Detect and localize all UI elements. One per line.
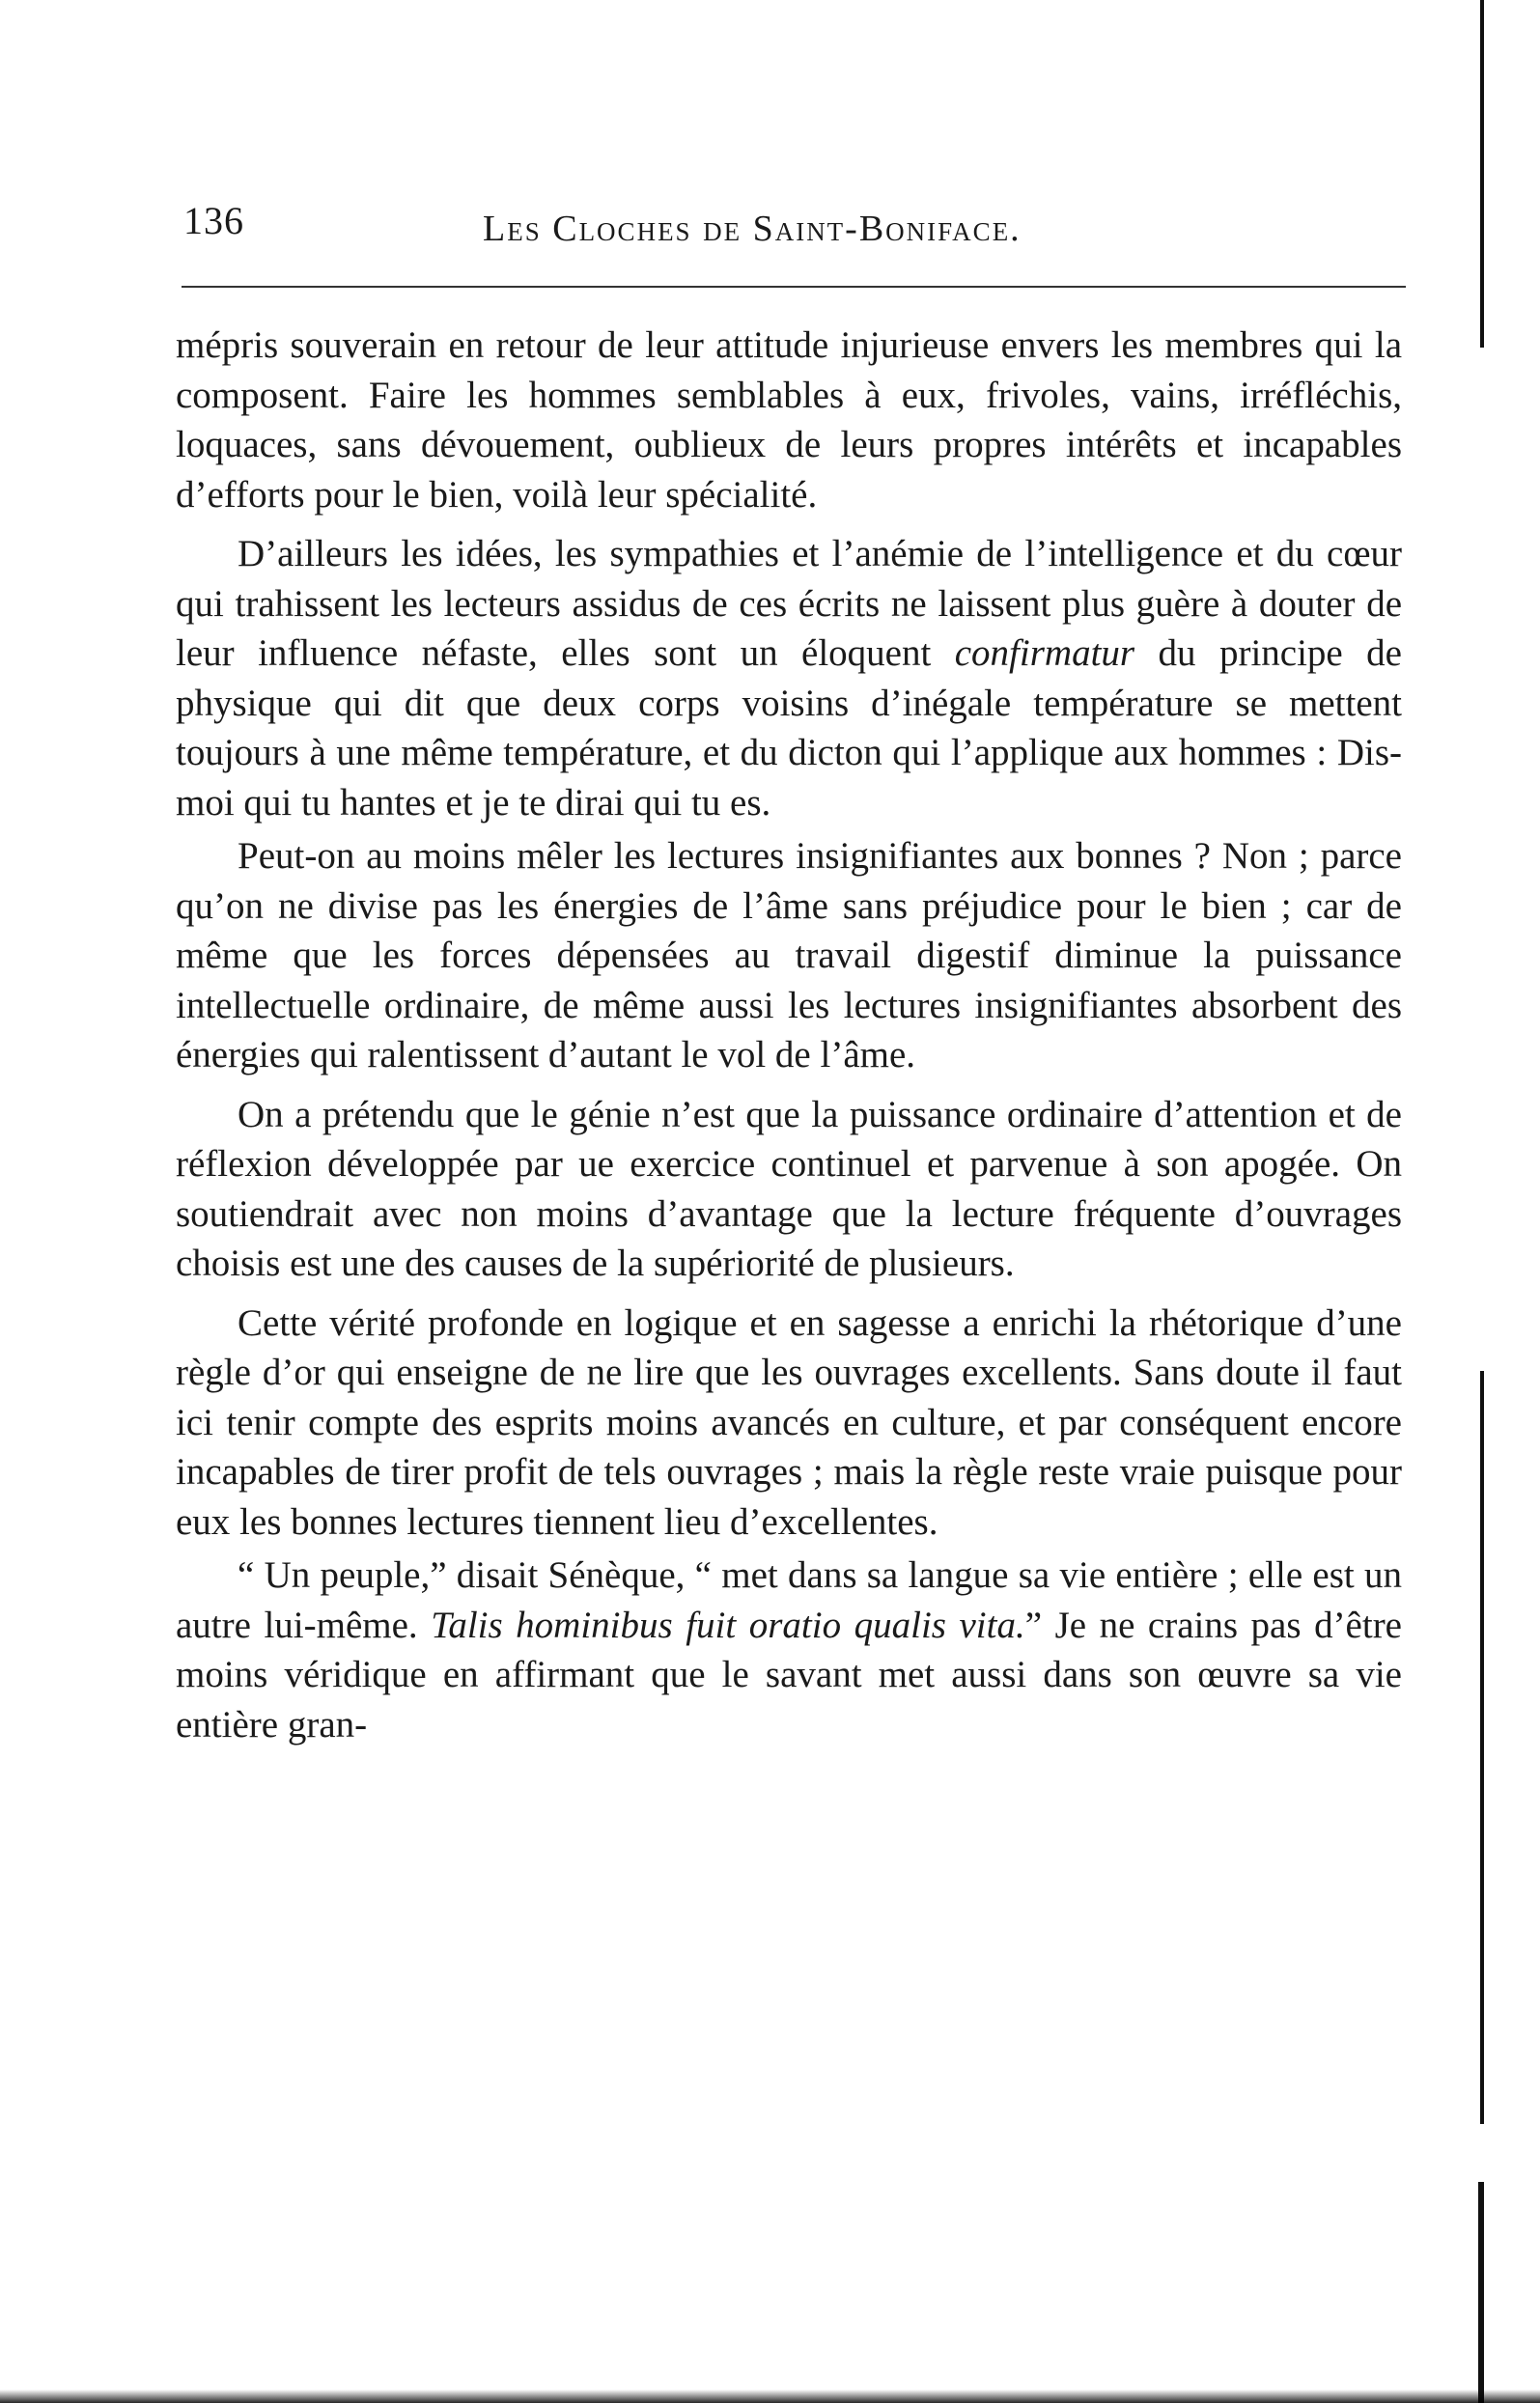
paragraph-5: Cette vérité profonde en logique et en sagesse a enrichi la rhétorique d’une règle d’or qui enseigne de ne lire que les ouvrages excellents. Sans doute il faut ici tenir compte des esprits moins avancés en culture, et par conséquent encore incapables de tirer profit de tels ouvrages ; mais la règle reste vraie puisque pour eux les bonnes lectures tiennent lieu d’excellentes. [176, 1301, 1402, 1543]
page-edge-line-middle [1480, 1371, 1484, 2124]
page-number: 136 [183, 199, 244, 242]
bottom-scan-shadow [0, 2389, 1540, 2403]
paragraph-2-italic: confirmatur [954, 632, 1135, 674]
page-edge-line-upper [1480, 0, 1484, 348]
paragraph-1: mépris souverain en retour de leur attitude injurieuse envers les membres qui la composent. Faire les hommes semblables à eux, frivoles, vains, irréfléchis, loquaces, sans dévouement, oublieux de leurs propres intérêts et incapables d’efforts pour le bien, voilà leur spécialité. [176, 324, 1402, 516]
text-block [176, 321, 1402, 1759]
paragraph-3: Peut-on au moins mêler les lectures insignifiantes aux bonnes ? Non ; parce qu’on ne divise pas les énergies de l’âme sans préjudice pour le bien ; car de même que les forces dépensées au travail digestif diminue la puissance intellectuelle ordinaire, de même aussi les lectures insignifiantes absorbent des énergies qui ralentissent d’autant le vol de l’âme. [176, 835, 1402, 1076]
paragraph-2-part-b: du principe de physique qui dit que deux corps voisins d’inégale température se mettent toujours à une même température, et du dicton qui l’applique aux hommes : Dis-moi qui tu hantes et je te dirai qui tu es. [176, 632, 1402, 824]
paragraph-6-part-a: “ Un peuple,” disait Sénèque, “ met dans sa langue sa vie entière ; elle est un autre lui-même. [176, 1554, 1402, 1646]
paragraph-6-italic: Talis hominibus fuit oratio qualis vita. [431, 1604, 1025, 1646]
running-head: Les Cloches de Saint-Boniface. [483, 209, 1022, 249]
header-rule [182, 286, 1406, 288]
paragraph-6 [176, 1551, 1402, 1749]
paragraph-2 [176, 529, 1402, 827]
paragraph-2-part-a: D’ailleurs les idées, les sympathies et l’anémie de l’intelligence et du cœur qui trahissent les lecteurs assidus de ces écrits ne laissent plus guère à douter de leur influence néfaste, elles sont un éloquent [176, 533, 1402, 674]
paragraph-6-part-b: ” Je ne crains pas d’être moins véridique en affirmant que le savant met aussi dans son œuvre sa vie entière gran- [176, 1604, 1402, 1746]
paragraph-4: On a prétendu que le génie n’est que la puissance ordinaire d’attention et de réflexion développée par ue exercice continuel et parvenue à son apogée. On soutiendrait avec non moins d’avantage que la lecture fréquente d’ouvrages choisis est une des causes de la supériorité de plusieurs. [176, 1093, 1402, 1284]
page-edge-line-lower [1478, 2182, 1484, 2403]
